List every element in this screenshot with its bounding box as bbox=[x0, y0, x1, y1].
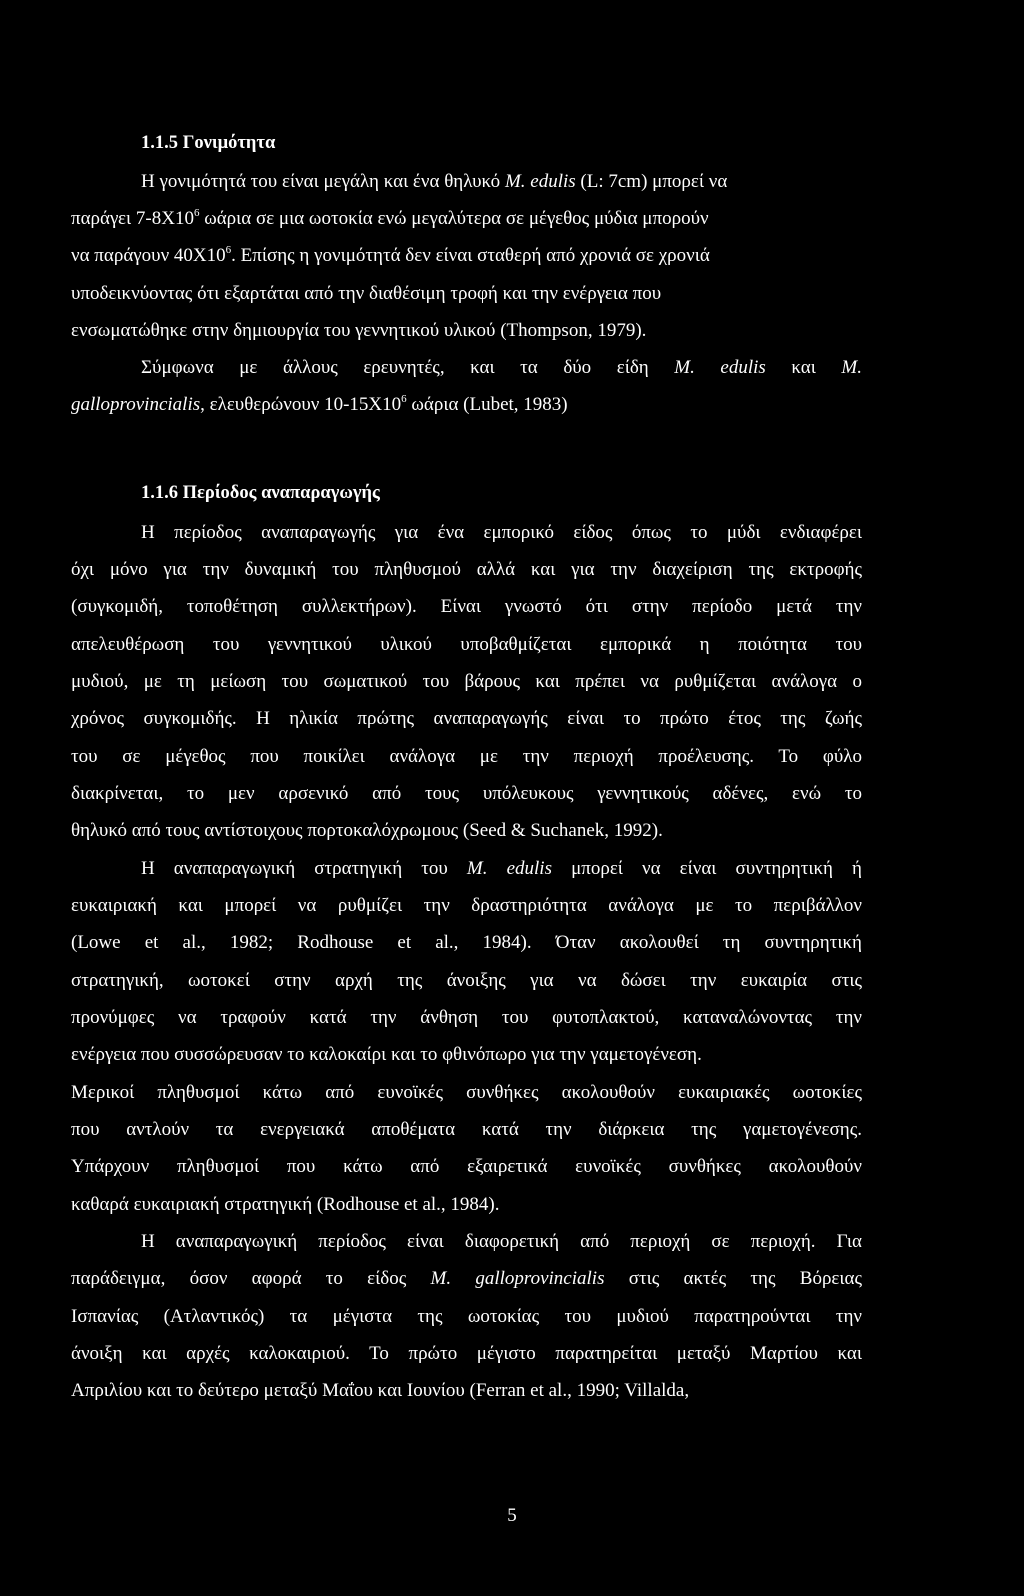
paragraph-line: προνύμφες να τραφούν κατά την άνθηση του φυτοπλακτού, καταναλώνοντας την bbox=[71, 1007, 862, 1028]
species-name: M. edulis bbox=[504, 171, 576, 192]
paragraph-line: όχι μόνο για την δυναμική του πληθυσμού αλλά και για την διαχείριση της εκτροφής bbox=[71, 559, 862, 580]
paragraph-line: ενσωματώθηκε στην δημιουργία του γεννητικού υλικού (Thompson, 1979). bbox=[71, 320, 647, 341]
paragraph-line: θηλυκό από τους αντίστοιχους πορτοκαλόχρωμους (Seed & Suchanek, 1992). bbox=[71, 820, 663, 841]
paragraph-line: Η περίοδος αναπαραγωγής για ένα εμπορικό είδος όπως το μύδι ενδιαφέρει bbox=[141, 522, 862, 543]
paragraph-line: Η αναπαραγωγική περίοδος είναι διαφορετική από περιοχή σε περιοχή. Για bbox=[141, 1231, 862, 1252]
species-name: M. bbox=[841, 357, 862, 378]
species-name: M. edulis bbox=[674, 357, 766, 378]
species-name: M. edulis bbox=[466, 858, 552, 879]
paragraph-line: Υπάρχουν πληθυσμοί που κάτω από εξαιρετικά ευνοϊκές συνθήκες ακολουθούν bbox=[71, 1156, 862, 1177]
paragraph-line: του σε μέγεθος που ποικίλει ανάλογα με την περιοχή προέλευσης. Το φύλο bbox=[71, 746, 862, 767]
paragraph-line: που αντλούν τα ενεργειακά αποθέματα κατά την διάρκεια της γαμετογένεσης. bbox=[71, 1119, 862, 1140]
paragraph-line: Η αναπαραγωγική στρατηγική του M. edulis μπορεί να είναι συντηρητική ή bbox=[141, 858, 862, 879]
paragraph-line: παράγει $7-8X10^6$ ωάρια σε μια ωοτοκία ενώ μεγαλύτερα σε μέγεθος μύδια μπορούν bbox=[71, 206, 709, 229]
paragraph-line: απελευθέρωση του γεννητικού υλικού υποβαθμίζεται εμπορικά η ποιότητα του bbox=[71, 634, 862, 655]
paragraph-line: Μερικοί πληθυσμοί κάτω από ευνοϊκές συνθήκες ακολουθούν ευκαιριακές ωοτοκίες bbox=[71, 1082, 862, 1103]
paragraph-line: galloprovincialis, ελευθερώνουν $10-15X10^6$ ωάρια (Lubet, 1983) bbox=[71, 392, 568, 415]
paragraph-line: άνοιξη και αρχές καλοκαιριού. Το πρώτο μέγιστο παρατηρείται μεταξύ Μαρτίου και bbox=[71, 1343, 862, 1364]
paragraph-line: (συγκομιδή, τοποθέτηση συλλεκτήρων). Είναι γνωστό ότι στην περίοδο μετά την bbox=[71, 596, 862, 617]
paragraph-line: Ισπανίας (Ατλαντικός) τα μέγιστα της ωοτοκίας του μυδιού παρατηρούνται την bbox=[71, 1306, 862, 1327]
species-name: galloprovincialis bbox=[71, 394, 201, 415]
paragraph-line: ευκαιριακή και μπορεί να ρυθμίζει την δραστηριότητα ανάλογα με το περιβάλλον bbox=[71, 895, 862, 916]
paragraph-line: μυδιού, με τη μείωση του σωματικού του βάρους και πρέπει να ρυθμίζεται ανάλογα ο bbox=[71, 671, 862, 692]
paragraph-line: χρόνος συγκομιδής. Η ηλικία πρώτης αναπαραγωγής είναι το πρώτο έτος της ζωής bbox=[71, 708, 862, 729]
paragraph-line: ενέργεια που συσσώρευσαν το καλοκαίρι και το φθινόπωρο για την γαμετογένεση. bbox=[71, 1044, 702, 1065]
section-heading-1-1-6: 1.1.6 Περίοδος αναπαραγωγής bbox=[141, 483, 380, 503]
paragraph-line: διακρίνεται, το μεν αρσενικό από τους υπόλευκους γεννητικούς αδένες, ενώ το bbox=[71, 783, 862, 804]
paragraph-line: καθαρά ευκαιριακή στρατηγική (Rodhouse et al., 1984). bbox=[71, 1194, 500, 1215]
paragraph-line: Απριλίου και το δεύτερο μεταξύ Μαΐου και Ιουνίου (Ferran et al., 1990; Villalda, bbox=[71, 1380, 690, 1401]
paragraph-line: στρατηγική, ωοτοκεί στην αρχή της άνοιξης για να δώσει την ευκαιρία στις bbox=[71, 970, 862, 991]
species-name: M. galloprovincialis bbox=[430, 1268, 605, 1289]
paragraph-line: να παράγουν $40X10^6$. Επίσης η γονιμότητά δεν είναι σταθερή από χρονιά σε χρονιά bbox=[71, 243, 710, 266]
paragraph-line: Η γονιμότητά του είναι μεγάλη και ένα θηλυκό M. edulis (L: 7cm) μπορεί να bbox=[141, 171, 728, 192]
paragraph-line: παράδειγμα, όσον αφορά το είδος M. galloprovincialis στις ακτές της Βόρειας bbox=[71, 1268, 862, 1289]
section-heading-1-1-5: 1.1.5 Γονιμότητα bbox=[141, 133, 276, 153]
paragraph-line: (Lowe et al., 1982; Rodhouse et al., 1984). Όταν ακολουθεί τη συντηρητική bbox=[71, 932, 862, 953]
page-number: 5 bbox=[507, 1505, 517, 1526]
paragraph-line: Σύμφωνα με άλλους ερευνητές, και τα δύο είδη M. edulis και M. bbox=[141, 357, 862, 378]
paragraph-line: υποδεικνύοντας ότι εξαρτάται από την διαθέσιμη τροφή και την ενέργεια που bbox=[71, 283, 662, 304]
